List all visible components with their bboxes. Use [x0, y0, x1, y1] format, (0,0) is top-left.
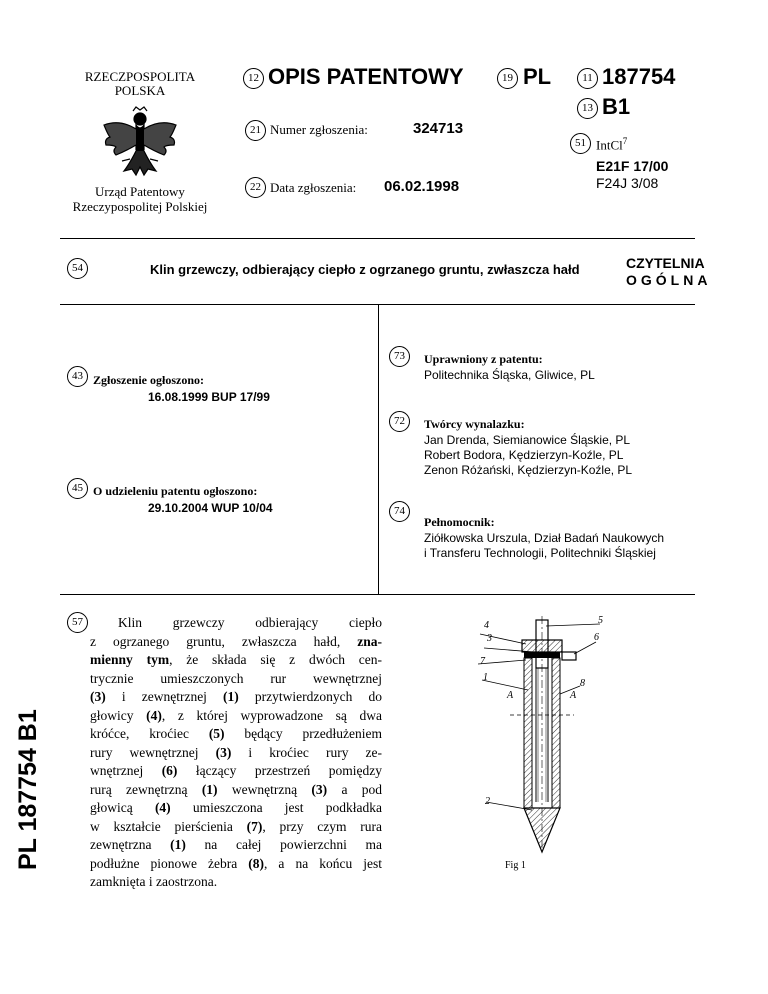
fig-label-4: 4 [484, 620, 489, 631]
eagle-emblem-icon [100, 105, 180, 180]
inid-45-badge: 45 [67, 478, 88, 499]
abstract-divider [60, 594, 695, 595]
fig-label-6: 6 [594, 632, 599, 643]
ipc-edition: 7 [622, 136, 628, 146]
abstract-line: zamknięta i zaostrzona. [90, 874, 218, 889]
abstract-line: głowicy (4), z której wyprowadzone są dwa [90, 707, 382, 723]
inid-73-badge: 73 [389, 346, 410, 367]
abstract-line: Klin grzewczy odbierający ciepło [118, 615, 382, 630]
abstract-line: trycznie umieszczonych rur wewnętrznej [90, 670, 382, 686]
inventor-3: Zenon Różański, Kędzierzyn-Koźle, PL [424, 463, 633, 477]
application-number-label: Numer zgłoszenia: [270, 122, 368, 137]
fig-label-3: 3 [487, 633, 492, 644]
inventors-label: Twórcy wynalazku: [424, 417, 525, 431]
ipc-label [596, 136, 627, 153]
ipc-class-1: E21F 17/00 [596, 158, 669, 174]
abstract-line: głowicą (4) umieszczona jest podkładka [90, 800, 382, 815]
filing-date-label: Data zgłoszenia: [270, 180, 357, 195]
inid-11-badge: 11 [577, 68, 598, 89]
abstract-line: zewnętrzna (1) na całej powierzchni ma [90, 837, 382, 852]
grant-published-value: 29.10.2004 WUP 10/04 [148, 501, 273, 515]
figure-caption: Fig 1 [505, 860, 526, 871]
side-patent-number: PL 187754 B1 [14, 709, 42, 870]
abstract-line: z ogrzanego gruntu, zwłaszcza hałd, zna- [90, 633, 382, 649]
library-stamp [626, 255, 712, 289]
inid-51-badge: 51 [570, 133, 591, 154]
inid-22-badge: 22 [245, 177, 266, 198]
inventor-1: Jan Drenda, Siemianowice Śląskie, PL [424, 433, 631, 447]
stamp-line-2: OGÓLNA [626, 272, 712, 288]
kind-code: B1 [602, 94, 631, 119]
office-line-2: Rzeczypospolitej Polskiej [72, 199, 208, 214]
abstract-line: w kształcie pierścienia (7), przy czym rura [90, 818, 382, 834]
document-type: OPIS PATENTOWY [268, 64, 464, 89]
fig-label-8: 8 [580, 678, 585, 689]
proprietor-value: Politechnika Śląska, Gliwice, PL [424, 368, 595, 382]
inid-43-badge: 43 [67, 366, 88, 387]
patent-office [60, 184, 220, 214]
fig-label-section-a-left: A [507, 690, 514, 701]
country-line-1: RZECZPOSPOLITA [84, 69, 196, 84]
fig-label-section-a-right: A [570, 690, 577, 701]
application-number: 324713 [413, 120, 464, 137]
fig-label-2: 2 [485, 796, 490, 807]
column-divider [378, 304, 379, 594]
invention-title: Klin grzewczy, odbierający ciepło z ogrzanego gruntu, zwłaszcza hałd [150, 262, 580, 277]
agent-label: Pełnomocnik: [424, 515, 495, 529]
inventor-2: Robert Bodora, Kędzierzyn-Koźle, PL [424, 448, 624, 462]
pointed-tip [524, 808, 560, 852]
inid-12-badge: 12 [243, 68, 264, 89]
side-stub [562, 652, 576, 660]
stamp-line-1: CZYTELNIA [626, 255, 705, 271]
abstract-line: rurą zewnętrzną (1) wewnętrzną (3) a pod [90, 781, 382, 797]
inid-54-badge: 54 [67, 258, 88, 279]
filing-date: 06.02.1998 [384, 178, 460, 195]
inid-72-badge: 72 [389, 411, 410, 432]
abstract-line: podłużne pionowe żebra (8), a na końcu jest [90, 855, 382, 871]
abstract-line: króćce, kroćiec (5) będący przedłużeniem [90, 726, 382, 741]
ipc-label-text: IntCl [596, 137, 623, 153]
outer-tube-right-wall [552, 658, 560, 808]
grant-published-label: O udzieleniu patentu ogłoszono: [93, 484, 258, 498]
fig-label-1: 1 [483, 672, 488, 683]
abstract-line: (3) i zewnętrznej (1) przytwierdzonych do [90, 689, 382, 704]
office-line-1: Urząd Patentowy [95, 184, 185, 199]
inid-19-badge: 19 [497, 68, 518, 89]
abstract-line: mienny tym, że składa się z dwóch cen- [90, 652, 382, 667]
proprietor-label: Uprawniony z patentu: [424, 352, 543, 366]
country-line-2: POLSKA [114, 83, 166, 98]
outer-tube-left-wall [524, 658, 532, 808]
agent-line-1: Ziółkowska Urszula, Dział Badań Naukowych [424, 531, 665, 545]
inid-57-badge: 57 [67, 612, 88, 633]
ipc-class-2: F24J 3/08 [596, 175, 659, 191]
technical-drawing [470, 612, 630, 862]
application-published-label: Zgłoszenie ogłoszono: [93, 373, 204, 387]
inid-21-badge: 21 [245, 120, 266, 141]
application-published-value: 16.08.1999 BUP 17/99 [148, 390, 270, 404]
header-divider [60, 238, 695, 239]
fig-label-5: 5 [598, 615, 603, 626]
patent-number: 187754 [602, 64, 676, 89]
agent-line-2: i Transferu Technologii, Politechniki Śląskiej [424, 546, 656, 560]
abstract-line: rury wewnętrznej (3) i kroćiec rury ze- [90, 744, 382, 760]
country-code: PL [523, 64, 552, 89]
fig-label-7: 7 [480, 656, 485, 667]
abstract-text [90, 614, 382, 892]
inid-13-badge: 13 [577, 98, 598, 119]
country-name [60, 70, 220, 98]
abstract-line: wnętrznej (6) łączący przestrzeń pomiędzy [90, 763, 382, 778]
inid-74-badge: 74 [389, 501, 410, 522]
